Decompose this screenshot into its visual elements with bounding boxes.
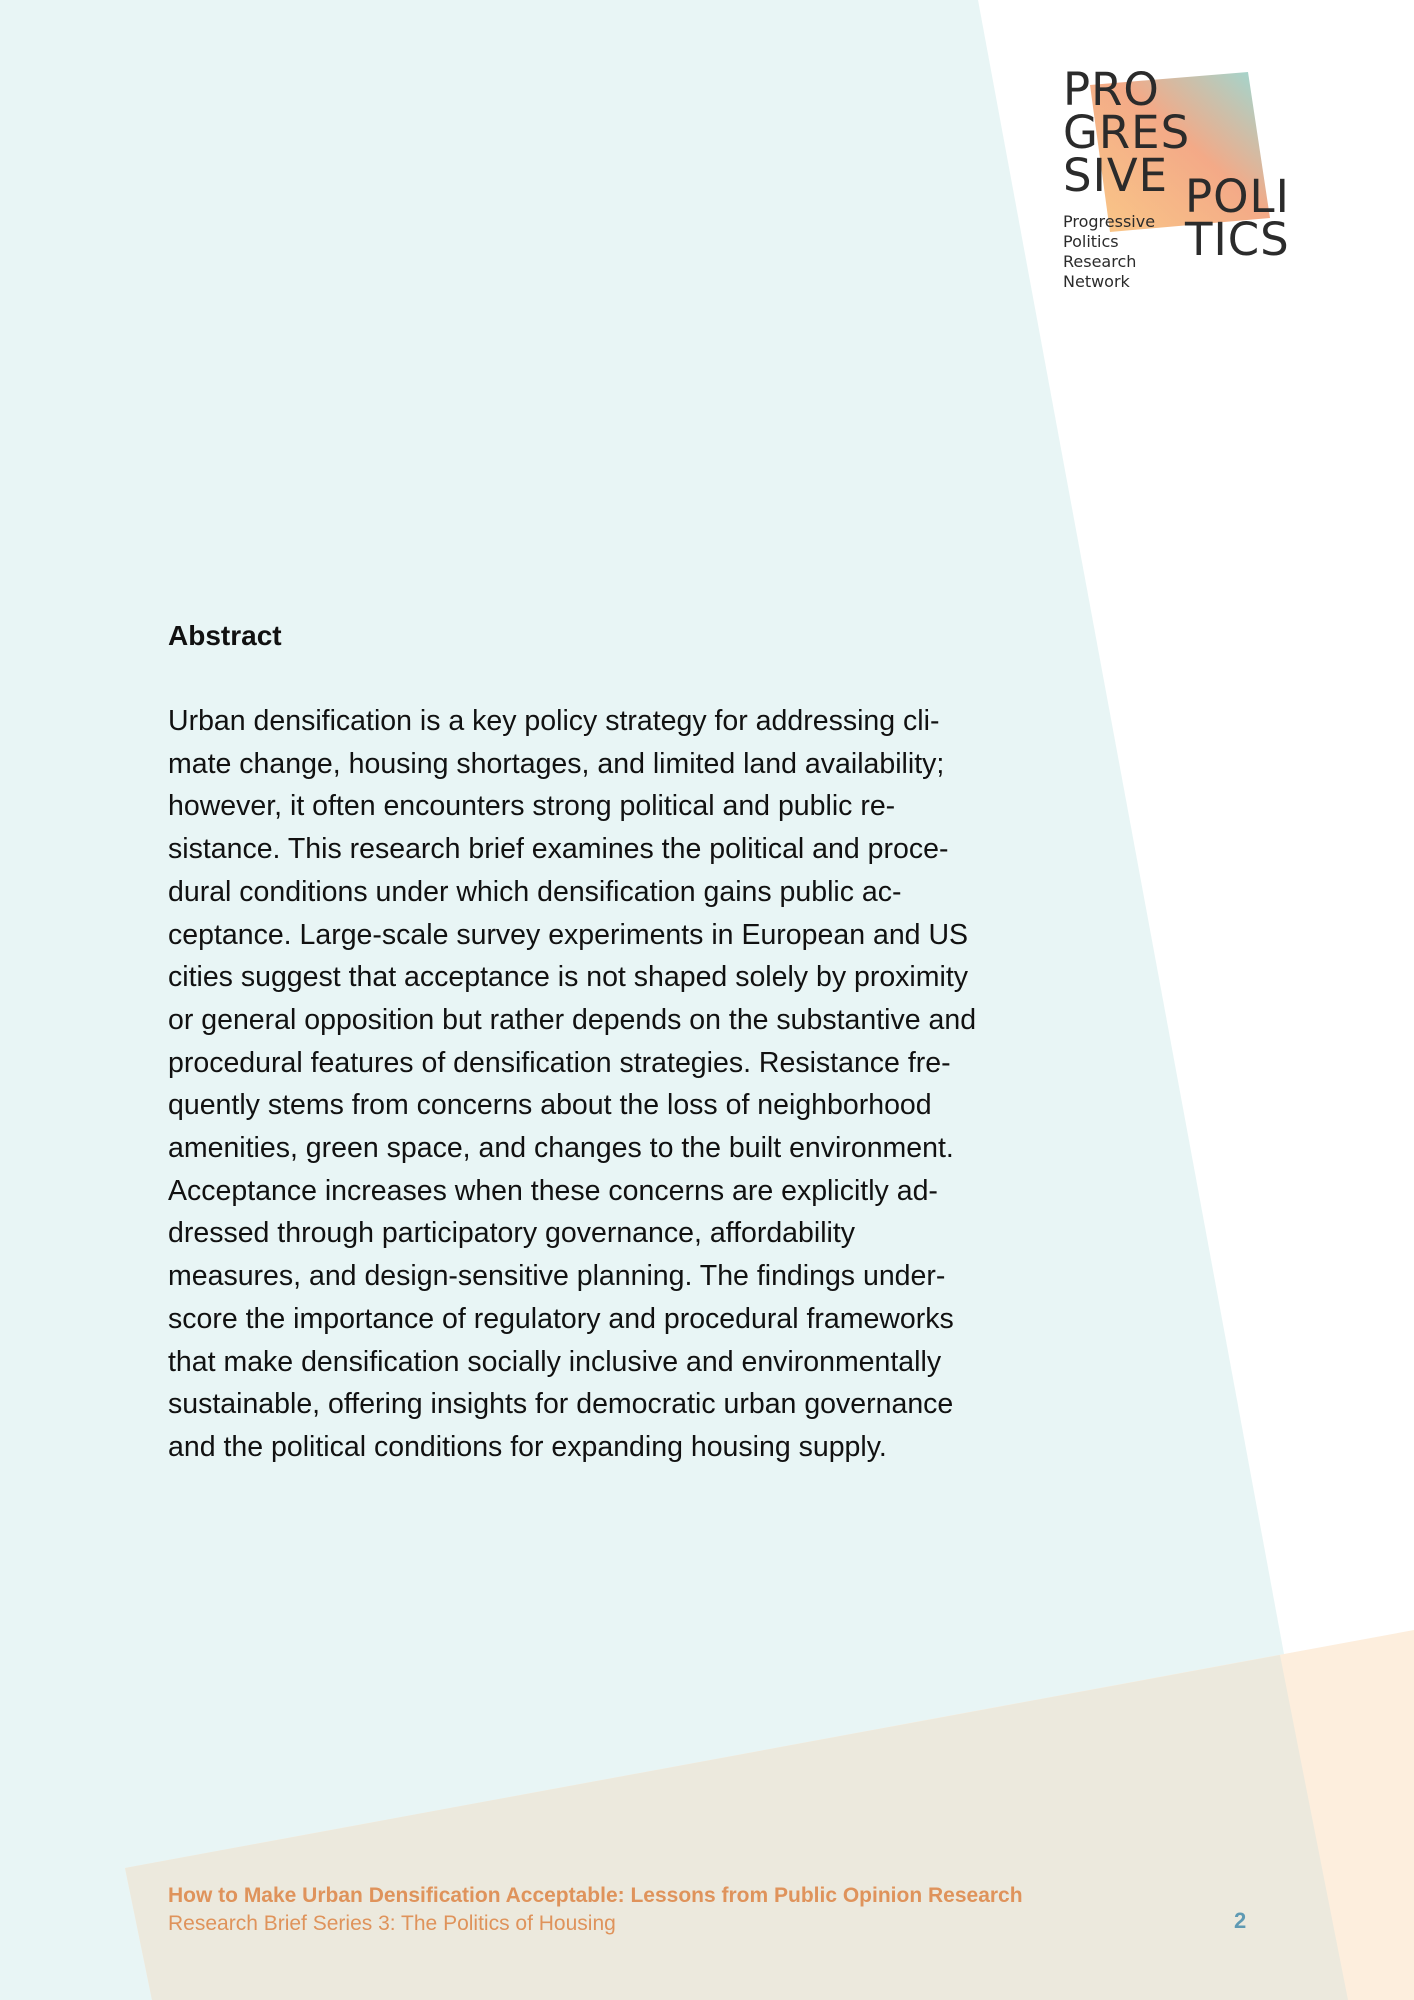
- abstract-line: quently stems from concerns about the loss of neighborhood: [168, 1089, 932, 1122]
- abstract-line: cities suggest that acceptance is not shaped solely by proximity: [168, 961, 969, 994]
- abstract-line: that make densification socially inclusive and environmentally: [168, 1345, 942, 1378]
- abstract-line: score the importance of regulatory and procedural frameworks: [168, 1302, 954, 1335]
- logo-word-5: TICS: [1185, 213, 1290, 266]
- progressive-politics-logo: [1060, 60, 1320, 310]
- logo-subtitle-line: Politics: [1063, 232, 1119, 251]
- abstract-line: sustainable, offering insights for democratic urban governance: [168, 1388, 954, 1421]
- abstract-line: ceptance. Large-scale survey experiments in European and US: [168, 918, 969, 951]
- abstract-heading: Abstract: [168, 620, 282, 651]
- footer-title: How to Make Urban Densification Acceptable: Lessons from Public Opinion Research: [168, 1884, 1023, 1907]
- logo-word-2: GRES: [1063, 106, 1191, 159]
- abstract-line: measures, and design-sensitive planning. The findings under-: [168, 1260, 946, 1293]
- logo-word-1: PRO: [1063, 63, 1160, 116]
- abstract-line: procedural features of densification strategies. Resistance fre-: [168, 1046, 951, 1079]
- page-number: 2: [1234, 1908, 1247, 1933]
- abstract-line: dural conditions under which densification gains public ac-: [168, 875, 902, 908]
- logo-word-4: POLI: [1185, 170, 1290, 223]
- abstract-line: amenities, green space, and changes to the built environment.: [168, 1132, 954, 1165]
- footer-series: Research Brief Series 3: The Politics of Housing: [168, 1912, 616, 1935]
- logo-subtitle-line: Network: [1063, 272, 1130, 291]
- logo-subtitle-line: Research: [1063, 252, 1137, 271]
- logo-subtitle: [1063, 212, 1155, 292]
- abstract-line: mate change, housing shortages, and limited land availability;: [168, 747, 945, 780]
- abstract-line: however, it often encounters strong political and public re-: [168, 790, 896, 823]
- abstract-body: [168, 700, 1068, 1469]
- abstract-line: or general opposition but rather depends on the substantive and: [168, 1003, 977, 1036]
- abstract-line: sistance. This research brief examines the political and proce-: [168, 833, 949, 866]
- abstract-line: Acceptance increases when these concerns are explicitly ad-: [168, 1174, 938, 1207]
- logo-subtitle-line: Progressive: [1063, 212, 1156, 231]
- abstract-line: Urban densification is a key policy strategy for addressing cli-: [168, 705, 940, 737]
- abstract-line: and the political conditions for expanding housing supply.: [168, 1430, 887, 1463]
- logo-word-3: SIVE: [1063, 149, 1169, 202]
- abstract-line: dressed through participatory governance, affordability: [168, 1217, 856, 1250]
